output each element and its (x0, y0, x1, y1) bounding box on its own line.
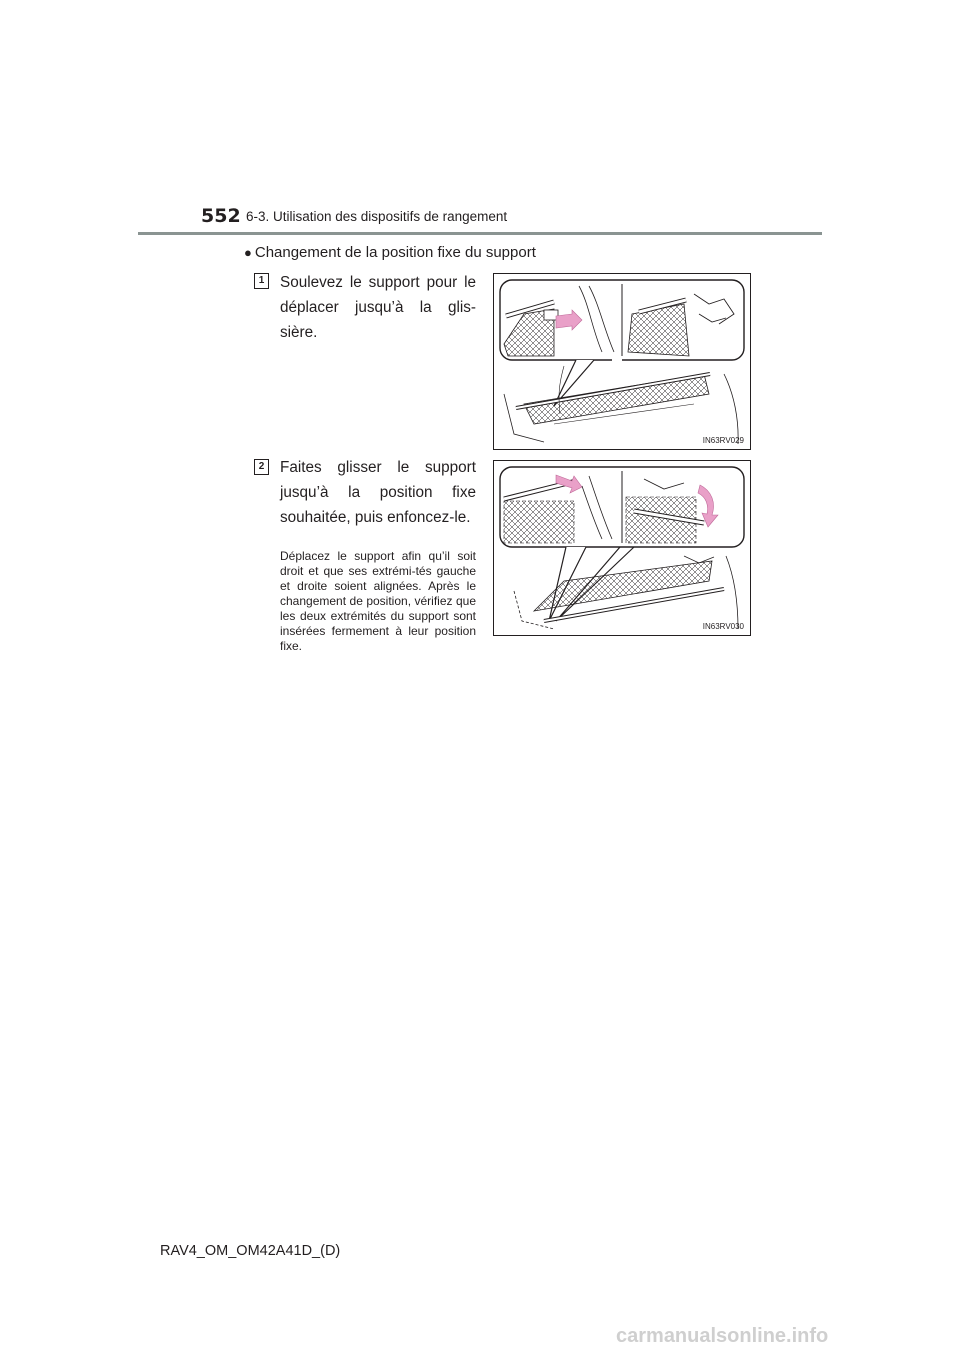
step-1-text: Soulevez le support pour le déplacer jusqu’à la glis-sière. (280, 274, 476, 341)
figure-1-illustration (494, 274, 750, 449)
header-rule (138, 232, 822, 235)
section-title: 6-3. Utilisation des dispositifs de rangement (246, 209, 508, 224)
step-2-text: Faites glisser le support jusqu’à la position fixe souhaitée, puis enfoncez-le. (280, 459, 476, 526)
step-2-note: Déplacez le support afin qu’il soit droit et que ses extrémi-tés gauche et droite soient alignées. Après le changement de position, vérifiez que les deux extrémités du support sont insérées fermement à leur position fixe. (280, 549, 476, 653)
bullet-icon: ● (244, 245, 252, 260)
bullet-heading (244, 244, 536, 261)
step-number-1: 1 (254, 273, 269, 289)
bullet-heading-text: Changement de la position fixe du support (254, 244, 536, 261)
figure-1-code: IN63RV029 (702, 436, 744, 445)
figure-2-code: IN63RV030 (702, 622, 744, 631)
step-number-2: 2 (254, 459, 269, 475)
page-number: 552 (201, 205, 241, 227)
figure-2 (493, 460, 751, 636)
figure-1 (493, 273, 751, 450)
footer-doc-code: RAV4_OM_OM42A41D_(D) (160, 1243, 341, 1259)
figure-2-illustration (494, 461, 750, 635)
watermark: carmanualsonline.info (616, 1325, 829, 1347)
